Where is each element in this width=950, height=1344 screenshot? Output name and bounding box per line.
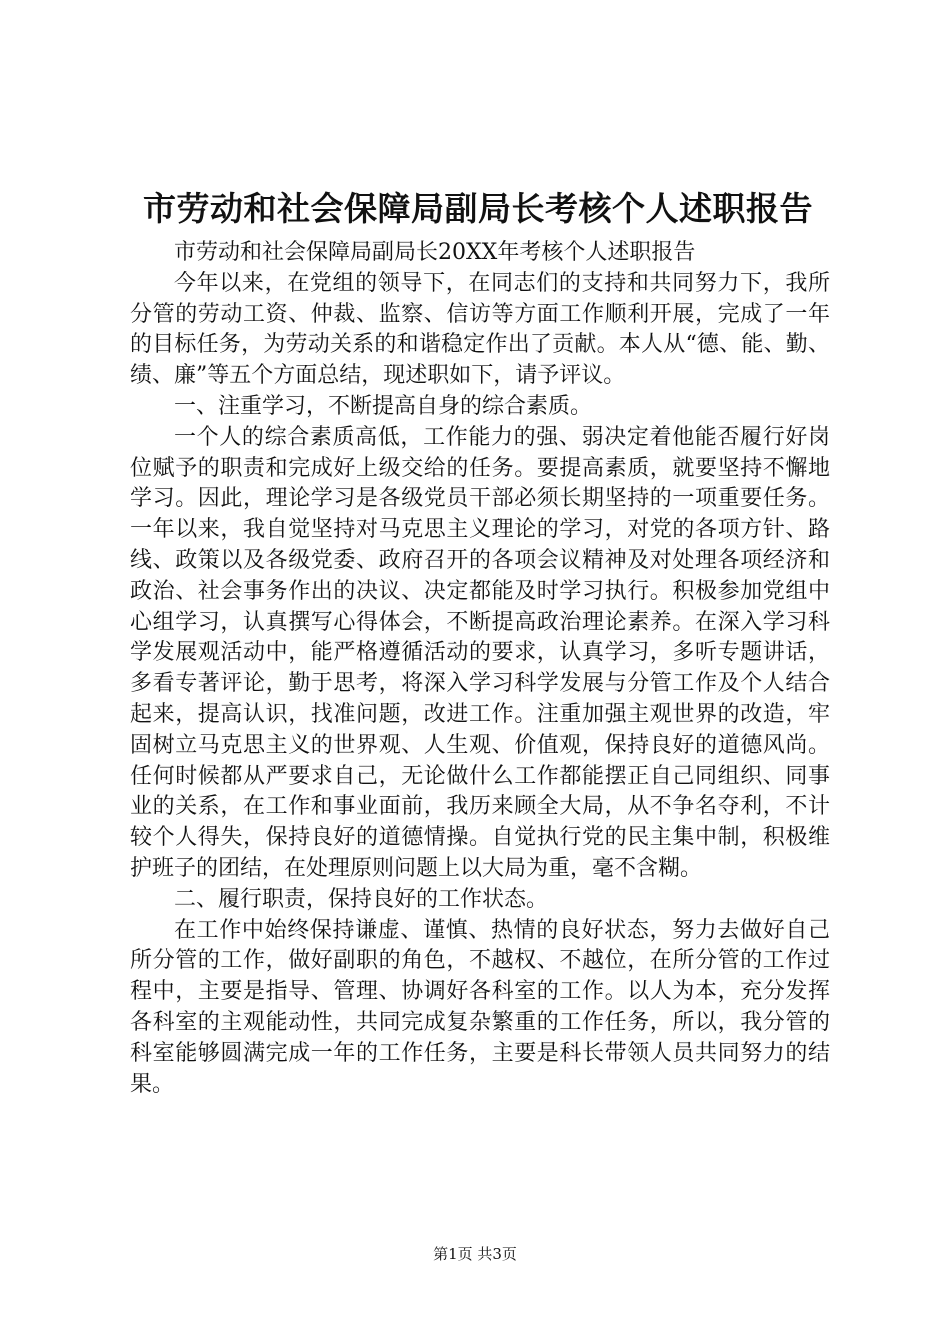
section-heading-1: 一、注重学习，不断提高自身的综合素质。 bbox=[174, 393, 593, 419]
intro-paragraph: 今年以来，在党组的领导下，在同志们的支持和共同努力下，我所分管的劳动工资、仲裁、监察、信访等方面工作顺利开展，完成了一年的目标任务，为劳动关系的和谐稳定作出了贡献。本人从“德、能、勤、绩、廉”等五个方面总结，现述职如下，请予评议。 bbox=[130, 270, 830, 389]
section-heading-2: 二、履行职责，保持良好的工作状态。 bbox=[174, 886, 549, 912]
page-number-footer: 第1页 共3页 bbox=[433, 1245, 517, 1263]
subtitle-paragraph: 市劳动和社会保障局副局长20XX年考核个人述职报告 bbox=[174, 240, 696, 265]
section-1-paragraph: 一个人的综合素质高低，工作能力的强、弱决定着他能否履行好岗位赋予的职责和完成好上级交给的任务。要提高素质，就要坚持不懈地学习。因此，理论学习是各级党员干部必须长期坚持的一项重要任务。一年以来，我自觉坚持对马克思主义理论的学习，对党的各项方针、路线、政策以及各级党委、政府召开的各项会议精神及对处理各项经济和政治、社会事务作出的决议、决定都能及时学习执行。积极参加党组中心组学习，认真撰写心得体会，不断提高政治理论素养。在深入学习科学发展观活动中，能严格遵循活动的要求，认真学习，多听专题讲话，多看专著评论，勤于思考，将深入学习科学发展与分管工作及个人结合起来，提高认识，找准问题，改进工作。注重加强主观世界的改造，牢固树立马克思主义的世界观、人生观、价值观，保持良好的道德风尚。任何时候都从严要求自己，无论做什么工作都能摆正自己同组织、同事业的关系，在工作和事业面前，我历来顾全大局，从不争名夺利，不计较个人得失，保持良好的道德情操。自觉执行党的民主集中制，积极维护班子的团结，在处理原则问题上以大局为重，毫不含糊。 bbox=[130, 424, 830, 881]
document-title: 市劳动和社会保障局副局长考核个人述职报告 bbox=[143, 189, 813, 228]
section-2-paragraph: 在工作中始终保持谦虚、谨慎、热情的良好状态，努力去做好自己所分管的工作，做好副职的角色，不越权、不越位，在所分管的工作过程中，主要是指导、管理、协调好各科室的工作。以人为本，充分发挥各科室的主观能动性，共同完成复杂繁重的工作任务，所以，我分管的科室能够圆满完成一年的工作任务，主要是科长带领人员共同努力的结果。 bbox=[130, 917, 830, 1097]
document-body bbox=[130, 238, 830, 1100]
